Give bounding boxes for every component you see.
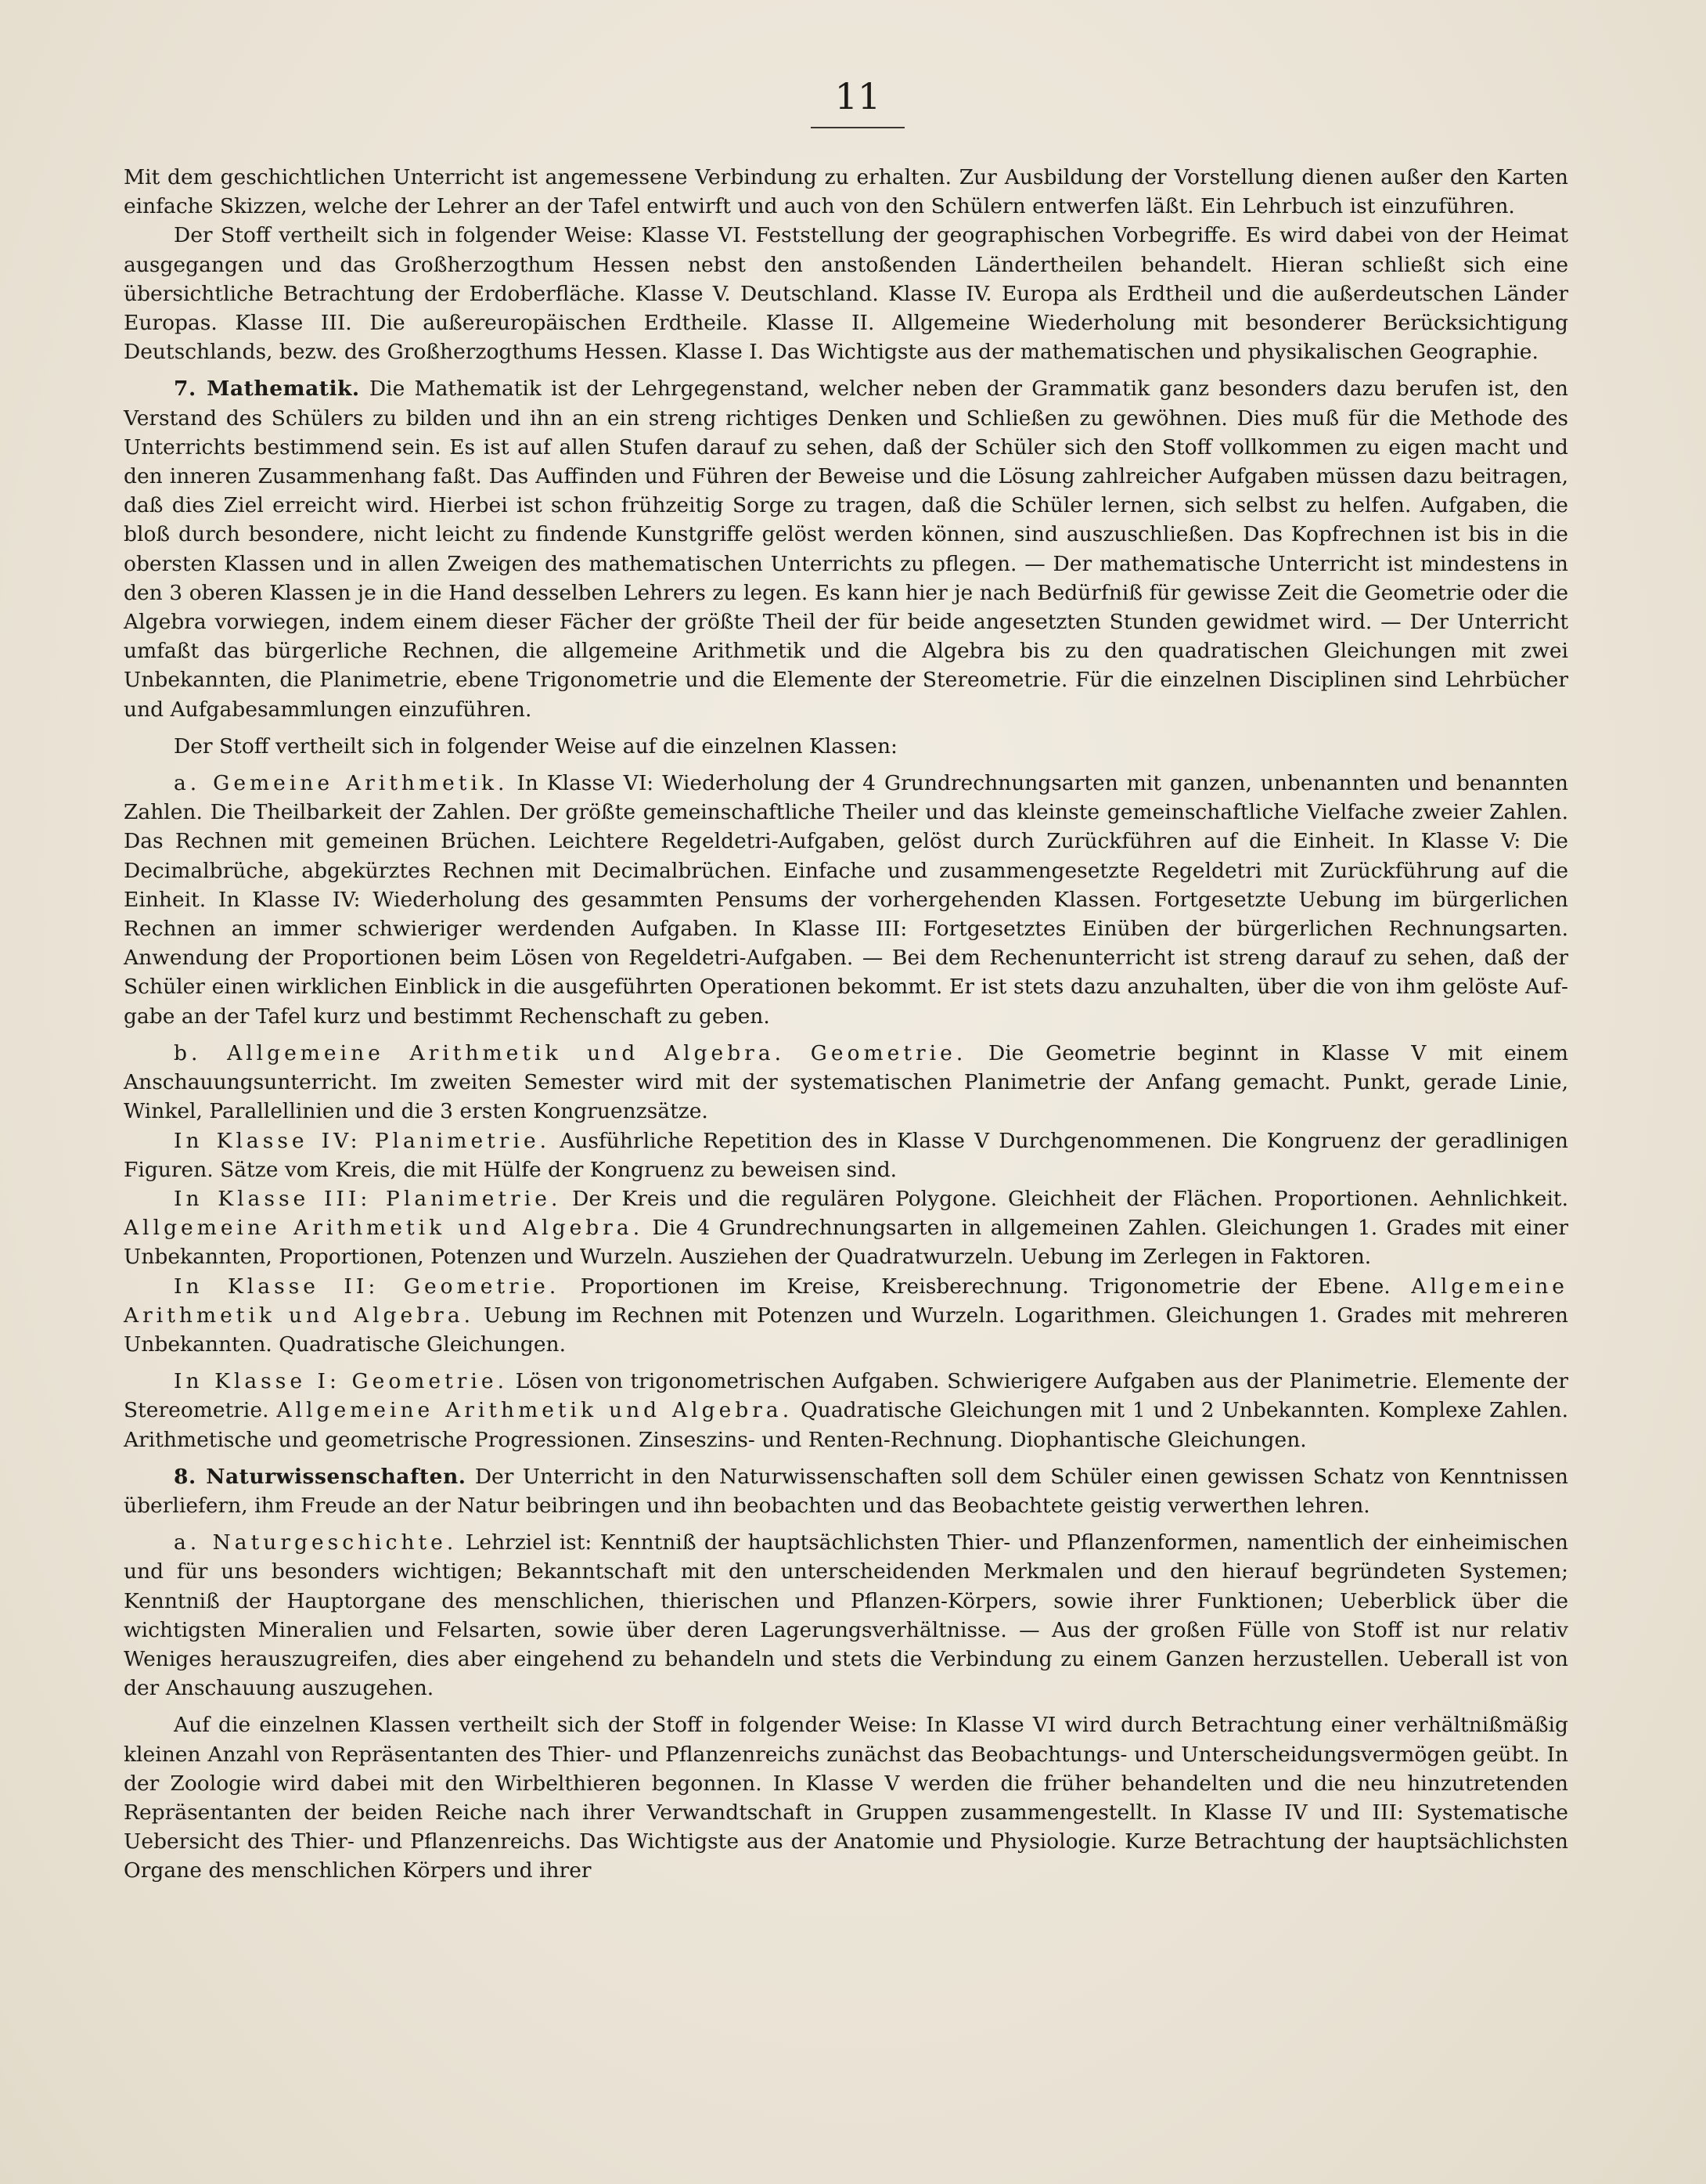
paragraph-class-i [124, 1367, 1568, 1454]
paragraph-geography-distribution [124, 221, 1568, 366]
paragraph-text: Der Kreis und die regulären Polygone. Gleichheit der Flächen. Proportionen. Aehnlichkeit. [572, 1186, 1569, 1211]
paragraph-natural-history [124, 1528, 1568, 1703]
subject-heading: Allgemeine Arithmetik und Algebra. [276, 1398, 794, 1423]
class-heading: In Klasse III: Planimetrie. [174, 1186, 562, 1211]
subsection-heading: a. Gemeine Arithmetik. [174, 771, 509, 796]
paragraph-class-ii [124, 1272, 1568, 1360]
subject-heading: Allgemeine Arithmetik und Algebra. [124, 1216, 644, 1241]
paragraph-text: Quadratische Gleichungen mit 1 und 2 Unbekannten. Komplexe Zahlen. Arithmetische und geometrische Progressionen. Zinseszins- und Renten-Rechnung. Diophantische Gleichungen. [124, 1398, 1568, 1452]
paragraph-text: Die Geometrie beginnt in Klasse V mit einem Anschauungsunterricht. Im zweiten Semester wird mit der systematischen Planimetrie der Anfang gemacht. Punkt, gerade Linie, Winkel, Parallellinien und die 3 ersten Kongruenzsätze. [124, 1040, 1568, 1124]
paragraph-text: Lösen von trigonometrischen Aufgaben. Schwierigere Aufgaben aus der Planimetrie. Elemente der Stereometrie. [124, 1369, 1568, 1423]
paragraph-text: Ausführliche Repetition des in Klasse V Durchgenommenen. Die Kongruenz der geradlinigen Figuren. Sätze vom Kreis, die mit Hülfe der Kongruenz zu beweisen sind. [124, 1128, 1568, 1182]
subject-heading: Allgemeine Arithmetik und Algebra. [124, 1274, 1568, 1328]
class-heading: In Klasse I: Geometrie. [174, 1369, 509, 1394]
paragraph-natural-sciences [124, 1462, 1568, 1520]
paragraph-natural-history-distribution [124, 1710, 1568, 1885]
paragraph-text: Auf die einzelnen Klassen vertheilt sich der Stoff in folgender Weise: In Klasse VI wird durch Betrachtung einer verhältnißmäßig kleinen Anzahl von Repräsentanten des Thier- und Pflanzenreichs zunächst das Beobachtungs- und Unterscheidungsvermögen geübt. In der Zoologie wird dabei mit den Wirbelthieren begonnen. In Klasse V werden die früher behandelten und die neu hinzutretenden Repräsentanten der beiden Reiche nach ihrer Verwandtschaft in Gruppen zusammengestellt. In Klasse IV und III: Systematische Uebersicht des Thier- und Pflanzenreichs. Das Wichtigste aus der Anatomie und Physiologie. Kurze Betrachtung der hauptsächlichsten Organe des menschlichen Körpers und ihrer [124, 1713, 1568, 1883]
class-heading: In Klasse IV: Planimetrie. [174, 1128, 551, 1153]
paragraph-algebra-geometry [124, 1039, 1568, 1126]
paragraph-common-arithmetic [124, 769, 1568, 1031]
class-heading: In Klasse II: Geometrie. [174, 1274, 560, 1299]
paragraph-mathematics [124, 374, 1568, 723]
paragraph-class-iii [124, 1184, 1568, 1272]
paragraph-class-iv [124, 1126, 1568, 1184]
page-number: 11 [834, 75, 881, 117]
paragraph-text: Die Mathematik ist der Lehrgegenstand, welcher neben der Grammatik ganz besonders dazu berufen ist, den Verstand des Schülers zu bilden und ihn an ein streng richtiges Denken und Schließen zu gewöhnen. Dies muß für die Methode des Unterrichts bestimmend sein. Es ist auf allen Stufen darauf zu sehen, daß der Schüler sich den Stoff vollkommen zu eigen macht und den inneren Zusammenhang faßt. Das Auffinden und Führen der Beweise und die Lösung zahlreicher Aufgaben müssen dazu beitragen, daß dies Ziel erreicht wird. Hierbei ist schon frühzeitig Sorge zu tragen, daß die Schüler lernen, sich selbst zu helfen. Aufgaben, die bloß durch besondere, nicht leicht zu findende Kunstgriffe gelöst werden können, sind auszuschließen. Das Kopfrechnen ist bis in die obersten Klassen und in allen Zweigen des mathematischen Unterrichts zu pflegen. — Der mathematische Unterricht ist mindestens in den 3 oberen Klassen je in die Hand desselben Lehrers zu legen. Es kann hier je nach Bedürfniß für gewisse Zeit die Geometrie oder die Algebra vorwiegen, indem einem dieser Fächer der größte Theil der für beide angesetzten Stunden gewidmet wird. — Der Unterricht umfaßt das bürgerliche Rechnen, die allgemeine Arithmetik und die Algebra bis zu den quadratischen Gleichungen mit zwei Unbekannten, die Planimetrie, ebene Trigonometrie und die Elemente der Stereometrie. Für die einzelnen Disciplinen sind Lehrbücher und Aufgabesammlungen einzuführen. [124, 377, 1568, 722]
paragraph-text: Lehrziel ist: Kenntniß der hauptsächlichsten Thier- und Pflanzenformen, namentlich der einheimischen und für uns besonders wichtigen; Bekanntschaft mit den unterscheidenden Merkmalen und den hierauf begründeten Systemen; Kenntniß der Hauptorgane des menschlichen, thierischen und Pflanzen-Körpers, sowie ihrer Funktionen; Ueberblick über die wichtigsten Mineralien und Felsarten, sowie über deren Lagerungsverhältnisse. — Aus der großen Fülle von Stoff ist nur relativ Weniges herauszugreifen, dies aber eingehend zu behandeln und stets die Verbindung zu einem Ganzen herzustellen. Ueberall ist von der Anschauung auszugehen. [124, 1530, 1568, 1701]
subsection-heading: a. Naturgeschichte. [174, 1530, 458, 1555]
paragraph-text: Uebung im Rechnen mit Potenzen und Wurzeln. Logarithmen. Gleichungen 1. Grades mit mehreren Unbekannten. Quadratische Gleichungen. [124, 1303, 1568, 1357]
section-heading-natural-sciences: 8. Naturwissenschaften. [174, 1464, 466, 1489]
paragraph-geography-method [124, 163, 1568, 221]
paragraph-text: Der Unterricht in den Naturwissenschaften soll dem Schüler einen gewissen Schatz von Kenntnissen überliefern, ihm Freude an der Natur beibringen und ihn beobachten und das Beobachtete geistig verwerthen lehren. [124, 1464, 1568, 1518]
paragraph-text: Mit dem geschichtlichen Unterricht ist angemessene Verbindung zu erhalten. Zur Ausbildung der Vorstellung dienen außer den Karten einfache Skizzen, welche der Lehrer an der Tafel entwirft und auch von den Schülern entwerfen läßt. Ein Lehrbuch ist einzuführen. [124, 165, 1568, 219]
paragraph-text: Der Stoff vertheilt sich in folgender Weise auf die einzelnen Klassen: [174, 733, 898, 759]
paragraph-text: In Klasse VI: Wiederholung der 4 Grundrechnungsarten mit ganzen, unbenannten und benannten Zahlen. Die Theilbarkeit der Zahlen. Der größte gemeinschaftliche Theiler und das kleinste gemeinschaftliche Vielfache zweier Zahlen. Das Rechnen mit gemeinen Brüchen. Leichtere Regeldetri-Aufgaben, gelöst durch Zurückführen auf die Einheit. In Klasse V: Die Decimalbrüche, abgekürztes Rechnen mit Decimalbrüchen. Einfache und zusammengesetzte Regeldetri mit Zurückführung auf die Einheit. In Klasse IV: Wiederholung des gesammten Pensums der vorhergehenden Klassen. Fortgesetzte Uebung im bürgerlichen Rechnen an immer schwieriger werdenden Aufgaben. In Klasse III: Fortgesetztes Einüben der bürgerlichen Rechnungsarten. Anwendung der Proportionen beim Lösen von Regeldetri-Aufgaben. — Bei dem Rechenunterricht ist streng darauf zu sehen, daß der Schüler einen wirklichen Einblick in die ausgeführten Operationen bekommt. Er ist stets dazu anzuhalten, über die von ihm gelöste Aufgabe an der Tafel kurz und bestimmt Rechenschaft zu geben. [124, 771, 1568, 1029]
paragraph-text: Der Stoff vertheilt sich in folgender Weise: Klasse VI. Feststellung der geographischen Vorbegriffe. Es wird dabei von der Heimat ausgegangen und das Großherzogthum Hessen nebst den anstoßenden Ländertheilen behandelt. Hieran schließt sich eine übersichtliche Betrachtung der Erdoberfläche. Klasse V. Deutschland. Klasse IV. Europa als Erdtheil und die außerdeutschen Länder Europas. Klasse III. Die außereuropäischen Erdtheile. Klasse II. Allgemeine Wiederholung mit besonderer Berücksichtigung Deutschlands, bezw. des Großherzogthums Hessen. Klasse I. Das Wichtigste aus der mathematischen und physikalischen Geographie. [124, 223, 1568, 365]
subsection-heading: b. Allgemeine Arithmetik und Algebra. Geometrie. [174, 1040, 967, 1065]
paragraph-text: Proportionen im Kreise, Kreisberechnung. Trigonometrie der Ebene. [580, 1274, 1391, 1299]
paragraph-distribution-intro [124, 732, 1568, 761]
header-rule [811, 127, 905, 128]
paragraph-text: Die 4 Grundrechnungsarten in allgemeinen Zahlen. Gleichungen 1. Grades mit einer Unbekannten, Proportionen, Potenzen und Wurzeln. Ausziehen der Quadratwurzeln. Uebung im Zerlegen in Faktoren. [124, 1216, 1568, 1270]
section-heading-mathematics: 7. Mathematik. [174, 377, 360, 402]
